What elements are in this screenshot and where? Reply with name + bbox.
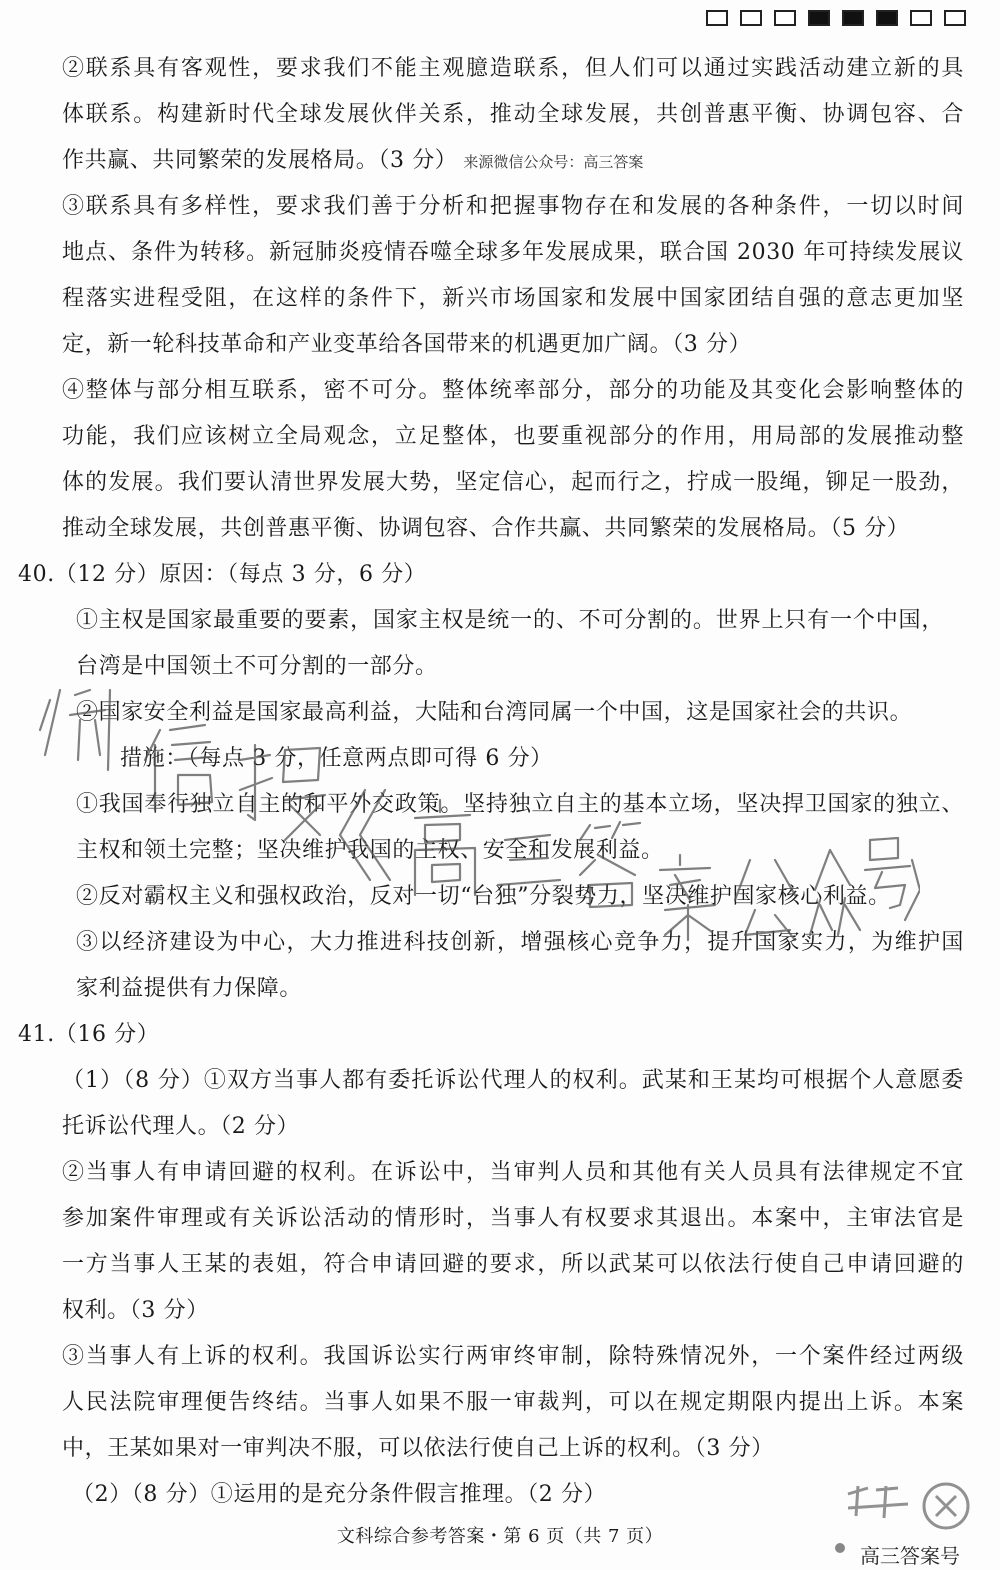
text-line: ④整体与部分相互联系，密不可分。整体统率部分，部分的功能及其变化会影响整体的 bbox=[62, 378, 964, 403]
text-line: ②当事人有申请回避的权利。在诉讼中，当审判人员和其他有关人员具有法律规定不宜 bbox=[62, 1160, 964, 1185]
text-line: （2）（8 分）①运用的是充分条件假言推理。（2 分） bbox=[72, 1482, 607, 1507]
text-line: 家利益提供有力保障。 bbox=[76, 976, 303, 1001]
text-line: ②联系具有客观性，要求我们不能主观臆造联系，但人们可以通过实践活动建立新的具 bbox=[62, 56, 964, 81]
square-mark bbox=[944, 10, 966, 26]
square-mark bbox=[740, 10, 762, 26]
text-line: 主权和领土完整；坚决维护我国的主权、安全和发展利益。 bbox=[76, 838, 664, 863]
question-40-heading: 40.（12 分）原因：（每点 3 分，6 分） bbox=[18, 562, 427, 587]
text-line: 程落实进程受阻，在这样的条件下，新兴市场国家和发展中国家团结自强的意志更加坚 bbox=[62, 286, 964, 311]
text-line-content: 作共赢、共同繁荣的发展格局。（3 分） bbox=[62, 148, 458, 173]
text-line: ③当事人有上诉的权利。我国诉讼实行两审终审制，除特殊情况外，一个案件经过两级 bbox=[62, 1344, 964, 1369]
text-line: ①主权是国家最重要的要素，国家主权是统一的、不可分割的。世界上只有一个中国， bbox=[76, 608, 944, 633]
square-mark bbox=[774, 10, 796, 26]
text-line: ③以经济建设为中心，大力推进科技创新，增强核心竞争力，提升国家实力，为维护国 bbox=[76, 930, 964, 955]
text-line: 推动全球发展，共创普惠平衡、协调包容、合作共赢、共同繁荣的发展格局。（5 分） bbox=[62, 516, 910, 541]
text-line: 人民法院审理便告终结。当事人如果不服一审裁判，可以在规定期限内提出上诉。本案 bbox=[62, 1390, 964, 1415]
square-mark bbox=[910, 10, 932, 26]
measures-heading: 措施：（每点 3 分，任意两点即可得 6 分） bbox=[120, 746, 553, 771]
text-line: 功能，我们应该树立全局观念，立足整体，也要重视部分的作用，用局部的发展推动整 bbox=[62, 424, 964, 449]
text-line: ②国家安全利益是国家最高利益，大陆和台湾同属一个中国，这是国家社会的共识。 bbox=[76, 700, 913, 725]
text-line: 一方当事人王某的表姐，符合申请回避的要求，所以武某可以依法行使自己申请回避的 bbox=[62, 1252, 964, 1277]
text-line bbox=[62, 146, 643, 177]
text-line: ③联系具有多样性，要求我们善于分析和把握事物存在和发展的各种条件，一切以时间 bbox=[62, 194, 964, 219]
square-mark bbox=[706, 10, 728, 26]
text-line: 参加案件审理或有关诉讼活动的情形时，当事人有权要求其退出。本案中，主审法官是 bbox=[62, 1206, 964, 1231]
text-line: 托诉讼代理人。（2 分） bbox=[62, 1114, 300, 1139]
text-line: ①我国奉行独立自主的和平外交政策。坚持独立自主的基本立场，坚决捍卫国家的独立、 bbox=[76, 792, 964, 817]
text-line: 地点、条件为转移。新冠肺炎疫情吞噬全球多年发展成果，联合国 2030 年可持续发展议 bbox=[62, 240, 964, 265]
text-line: 体联系。构建新时代全球发展伙伴关系，推动全球发展，共创普惠平衡、协调包容、合 bbox=[62, 102, 964, 127]
text-line: 台湾是中国领土不可分割的一部分。 bbox=[76, 654, 438, 679]
header-squares bbox=[706, 10, 966, 26]
text-line: ②反对霸权主义和强权政治，反对一切“台独”分裂势力，坚决维护国家核心利益。 bbox=[76, 884, 891, 909]
page-footer: 文科综合参考答案・第 6 页（共 7 页） bbox=[336, 1526, 664, 1547]
text-line: 权利。（3 分） bbox=[62, 1298, 209, 1323]
text-line: 中，王某如果对一审判决不服，可以依法行使自己上诉的权利。（3 分） bbox=[62, 1436, 774, 1461]
square-mark-filled bbox=[876, 10, 898, 26]
question-41-heading: 41.（16 分） bbox=[18, 1022, 160, 1047]
text-line: （1）（8 分）①双方当事人都有委托诉讼代理人的权利。武某和王某均可根据个人意愿委 bbox=[62, 1068, 964, 1093]
logo-caption: 高三答案号 bbox=[860, 1544, 960, 1568]
text-line: 定，新一轮科技革命和产业变革给各国带来的机遇更加广阔。（3 分） bbox=[62, 332, 752, 357]
square-mark-filled bbox=[842, 10, 864, 26]
square-mark-filled bbox=[808, 10, 830, 26]
source-note: 来源微信公众号：高三答案 bbox=[463, 153, 644, 171]
text-line: 体的发展。我们要认清世界发展大势，坚定信心，起而行之，拧成一股绳，铆足一股劲， bbox=[62, 470, 964, 495]
